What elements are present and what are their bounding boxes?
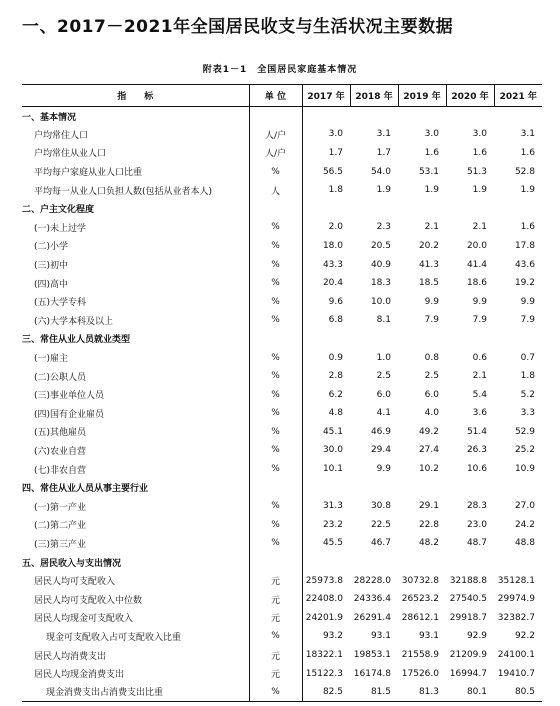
header-year-2021: 2021 年 bbox=[494, 85, 542, 107]
value-cell: 24201.9 bbox=[302, 609, 350, 628]
value-cell: 7.9 bbox=[520, 315, 535, 326]
value-cell: 6.0 bbox=[376, 389, 391, 400]
value-cell: 1.8 bbox=[302, 181, 350, 200]
indicator-name: (六)大学本科及以上 bbox=[34, 316, 114, 327]
value-cell: 7.9 bbox=[472, 315, 487, 326]
value-cell-empty bbox=[302, 107, 350, 126]
table-row bbox=[22, 181, 542, 200]
unit-cell: 元 bbox=[249, 609, 302, 628]
value-cell: 28228.0 bbox=[353, 575, 391, 586]
value-cell-empty bbox=[446, 330, 494, 349]
value-cell: 2.3 bbox=[376, 222, 391, 233]
value-cell: 1.7 bbox=[376, 147, 391, 158]
value-cell: 54.0 bbox=[370, 166, 391, 177]
value-cell: 27.4 bbox=[418, 445, 439, 456]
indicator-name: 现金可支配收入占可支配收入比重 bbox=[46, 632, 182, 643]
table-row bbox=[22, 385, 542, 404]
table-row bbox=[22, 609, 542, 628]
value-cell: 3.1 bbox=[520, 129, 535, 140]
value-cell: 8.1 bbox=[376, 315, 391, 326]
value-cell: 1.8 bbox=[520, 371, 535, 382]
value-cell: 5.4 bbox=[472, 389, 487, 400]
value-cell: 56.5 bbox=[302, 162, 350, 181]
value-cell: 1.6 bbox=[424, 147, 439, 158]
indicator-name: (六)农业自营 bbox=[34, 446, 87, 457]
indicator-name: 居民人均现金可支配收入 bbox=[34, 614, 134, 625]
unit-cell: % bbox=[249, 385, 302, 404]
value-cell: 3.6 bbox=[472, 408, 487, 419]
value-cell-empty bbox=[494, 553, 542, 572]
table-row bbox=[22, 683, 542, 702]
unit-cell: % bbox=[249, 255, 302, 274]
value-cell: 1.0 bbox=[376, 352, 391, 363]
value-cell: 92.2 bbox=[514, 631, 535, 642]
unit-cell: % bbox=[249, 460, 302, 479]
value-cell: 29.4 bbox=[370, 445, 391, 456]
unit-cell-empty bbox=[249, 107, 302, 126]
value-cell: 41.4 bbox=[466, 259, 487, 270]
value-cell: 31.3 bbox=[302, 497, 350, 516]
section-heading: 一、基本情况 bbox=[22, 112, 77, 123]
indicator-name: (一)未上过学 bbox=[34, 223, 87, 234]
value-cell-empty bbox=[446, 107, 494, 126]
unit-cell: % bbox=[249, 441, 302, 460]
table-row bbox=[22, 162, 542, 181]
section-heading: 四、常住从业人员从事主要行业 bbox=[22, 484, 149, 495]
value-cell: 19.2 bbox=[514, 278, 535, 289]
indicator-name: 现金消费支出占消费支出比重 bbox=[22, 683, 249, 702]
value-cell: 20.0 bbox=[466, 240, 487, 251]
table-row bbox=[22, 255, 542, 274]
value-cell: 41.3 bbox=[418, 259, 439, 270]
indicator-name: (二)公职人员 bbox=[34, 372, 87, 383]
value-cell: 1.6 bbox=[472, 147, 487, 158]
value-cell: 27.0 bbox=[514, 501, 535, 512]
unit-cell: % bbox=[249, 683, 302, 702]
indicator-name: 户均常住人口 bbox=[34, 130, 89, 141]
value-cell: 52.9 bbox=[514, 426, 535, 437]
value-cell-empty bbox=[494, 330, 542, 349]
indicator-name: 居民人均现金消费支出 bbox=[34, 670, 125, 681]
value-cell: 18.3 bbox=[370, 278, 391, 289]
table-row bbox=[22, 125, 542, 144]
value-cell: 5.2 bbox=[520, 389, 535, 400]
unit-cell: % bbox=[249, 348, 302, 367]
table-row bbox=[22, 311, 542, 330]
value-cell: 29.1 bbox=[418, 501, 439, 512]
value-cell: 43.6 bbox=[514, 259, 535, 270]
unit-cell-empty bbox=[249, 478, 302, 497]
value-cell: 4.8 bbox=[302, 404, 350, 423]
indicator-name: (一)第一产业 bbox=[34, 502, 87, 513]
household-data-table bbox=[22, 84, 542, 702]
value-cell: 1.7 bbox=[302, 144, 350, 163]
value-cell: 16174.8 bbox=[353, 668, 391, 679]
value-cell: 20.4 bbox=[302, 274, 350, 293]
value-cell: 48.2 bbox=[418, 538, 439, 549]
value-cell-empty bbox=[398, 330, 446, 349]
value-cell: 20.2 bbox=[418, 240, 439, 251]
unit-cell: 人/户 bbox=[249, 144, 302, 163]
value-cell-empty bbox=[350, 553, 398, 572]
header-year-2020: 2020 年 bbox=[446, 85, 494, 107]
table-row bbox=[22, 590, 542, 609]
indicator-name: 居民人均可支配收入 bbox=[34, 577, 116, 588]
table-row bbox=[22, 664, 542, 683]
value-cell: 46.7 bbox=[370, 538, 391, 549]
value-cell: 26291.4 bbox=[353, 612, 391, 623]
value-cell: 9.9 bbox=[376, 464, 391, 475]
header-unit: 单 位 bbox=[249, 85, 302, 107]
indicator-name: (七)非农自营 bbox=[34, 465, 87, 476]
value-cell: 22.5 bbox=[370, 519, 391, 530]
section-heading: 五、居民收入与支出情况 bbox=[22, 558, 122, 569]
value-cell: 19410.7 bbox=[497, 668, 535, 679]
value-cell: 93.2 bbox=[302, 627, 350, 646]
section-row bbox=[22, 553, 542, 572]
unit-cell: % bbox=[249, 627, 302, 646]
unit-cell: 元 bbox=[249, 646, 302, 665]
unit-cell: % bbox=[249, 311, 302, 330]
value-cell: 2.5 bbox=[424, 371, 439, 382]
page-title: 一、2017－2021年全国居民收支与生活状况主要数据 bbox=[22, 17, 454, 37]
value-cell: 20.5 bbox=[370, 240, 391, 251]
table-row bbox=[22, 423, 542, 442]
value-cell: 10.1 bbox=[302, 460, 350, 479]
value-cell-empty bbox=[398, 478, 446, 497]
value-cell: 26523.2 bbox=[401, 594, 439, 605]
value-cell: 1.9 bbox=[520, 185, 535, 196]
value-cell-empty bbox=[302, 330, 350, 349]
value-cell: 4.1 bbox=[376, 408, 391, 419]
value-cell: 45.5 bbox=[302, 534, 350, 553]
value-cell: 10.9 bbox=[514, 464, 535, 475]
value-cell: 45.1 bbox=[302, 423, 350, 442]
unit-cell: % bbox=[249, 534, 302, 553]
value-cell: 28.3 bbox=[466, 501, 487, 512]
value-cell: 24336.4 bbox=[353, 594, 391, 605]
value-cell: 16994.7 bbox=[449, 668, 487, 679]
unit-cell: % bbox=[249, 516, 302, 535]
table-row bbox=[22, 627, 542, 646]
value-cell: 30.8 bbox=[370, 501, 391, 512]
value-cell-empty bbox=[302, 199, 350, 218]
value-cell: 1.9 bbox=[424, 185, 439, 196]
value-cell: 27540.5 bbox=[449, 594, 487, 605]
value-cell: 26.3 bbox=[466, 445, 487, 456]
value-cell-empty bbox=[350, 330, 398, 349]
table-row bbox=[22, 404, 542, 423]
unit-cell: % bbox=[249, 423, 302, 442]
value-cell-empty bbox=[350, 478, 398, 497]
value-cell: 92.9 bbox=[466, 631, 487, 642]
value-cell: 25973.8 bbox=[302, 571, 350, 590]
section-row bbox=[22, 330, 542, 349]
value-cell-empty bbox=[446, 553, 494, 572]
section-row bbox=[22, 107, 542, 126]
value-cell-empty bbox=[350, 199, 398, 218]
header-year-2019: 2019 年 bbox=[398, 85, 446, 107]
value-cell-empty bbox=[398, 553, 446, 572]
table-row bbox=[22, 516, 542, 535]
value-cell-empty bbox=[446, 478, 494, 497]
value-cell: 18.5 bbox=[418, 278, 439, 289]
indicator-name: (二)小学 bbox=[34, 242, 69, 253]
value-cell: 2.1 bbox=[424, 222, 439, 233]
value-cell: 9.9 bbox=[424, 296, 439, 307]
table-row bbox=[22, 646, 542, 665]
unit-cell: 元 bbox=[249, 571, 302, 590]
value-cell: 0.6 bbox=[472, 352, 487, 363]
indicator-name: (四)国有企业雇员 bbox=[34, 409, 105, 420]
table-body bbox=[22, 107, 542, 702]
unit-cell: % bbox=[249, 404, 302, 423]
value-cell-empty bbox=[494, 107, 542, 126]
value-cell: 0.7 bbox=[520, 352, 535, 363]
table-row bbox=[22, 497, 542, 516]
value-cell: 17526.0 bbox=[401, 668, 439, 679]
value-cell: 18.6 bbox=[466, 278, 487, 289]
indicator-name: 平均每户家庭从业人口比重 bbox=[34, 168, 143, 179]
value-cell: 80.1 bbox=[446, 683, 494, 702]
value-cell: 49.2 bbox=[418, 426, 439, 437]
value-cell: 1.9 bbox=[472, 185, 487, 196]
table-row bbox=[22, 144, 542, 163]
value-cell: 51.3 bbox=[466, 166, 487, 177]
unit-cell: % bbox=[249, 237, 302, 256]
unit-cell: 人 bbox=[249, 181, 302, 200]
unit-cell: % bbox=[249, 162, 302, 181]
value-cell: 4.0 bbox=[424, 408, 439, 419]
indicator-name: (三)事业单位人员 bbox=[34, 391, 105, 402]
value-cell: 0.8 bbox=[424, 352, 439, 363]
header-indicator: 指 标 bbox=[22, 85, 249, 107]
section-row bbox=[22, 478, 542, 497]
table-row bbox=[22, 534, 542, 553]
value-cell: 23.0 bbox=[466, 519, 487, 530]
indicator-name: (五)其他雇员 bbox=[34, 428, 87, 439]
value-cell-empty bbox=[398, 199, 446, 218]
value-cell: 35128.1 bbox=[497, 575, 535, 586]
value-cell: 15122.3 bbox=[302, 664, 350, 683]
value-cell: 43.3 bbox=[302, 255, 350, 274]
indicator-name: (四)高中 bbox=[34, 279, 69, 290]
unit-cell: 人/户 bbox=[249, 125, 302, 144]
value-cell: 24.2 bbox=[514, 519, 535, 530]
value-cell: 18.0 bbox=[302, 237, 350, 256]
table-row bbox=[22, 367, 542, 386]
indicator-name: (三)第三产业 bbox=[34, 539, 87, 550]
value-cell: 3.0 bbox=[302, 125, 350, 144]
value-cell: 28612.1 bbox=[401, 612, 439, 623]
value-cell: 81.3 bbox=[398, 683, 446, 702]
value-cell: 6.0 bbox=[424, 389, 439, 400]
value-cell: 21558.9 bbox=[401, 650, 439, 661]
value-cell: 51.4 bbox=[466, 426, 487, 437]
value-cell: 2.1 bbox=[472, 371, 487, 382]
value-cell: 3.1 bbox=[376, 129, 391, 140]
value-cell: 93.1 bbox=[370, 631, 391, 642]
section-heading: 三、常住从业人员就业类型 bbox=[22, 335, 131, 346]
value-cell: 52.8 bbox=[514, 166, 535, 177]
value-cell: 19853.1 bbox=[353, 650, 391, 661]
value-cell: 29918.7 bbox=[449, 612, 487, 623]
unit-cell: % bbox=[249, 292, 302, 311]
table-row bbox=[22, 348, 542, 367]
value-cell: 21209.9 bbox=[449, 650, 487, 661]
unit-cell: 元 bbox=[249, 664, 302, 683]
value-cell: 1.6 bbox=[520, 222, 535, 233]
value-cell: 6.8 bbox=[302, 311, 350, 330]
value-cell: 2.1 bbox=[472, 222, 487, 233]
value-cell: 3.0 bbox=[472, 129, 487, 140]
unit-cell-empty bbox=[249, 553, 302, 572]
value-cell-empty bbox=[398, 107, 446, 126]
value-cell: 0.9 bbox=[302, 348, 350, 367]
unit-cell-empty bbox=[249, 199, 302, 218]
value-cell: 7.9 bbox=[424, 315, 439, 326]
value-cell: 10.2 bbox=[418, 464, 439, 475]
unit-cell-empty bbox=[249, 330, 302, 349]
value-cell: 18322.1 bbox=[302, 646, 350, 665]
indicator-name: 户均常住从业人口 bbox=[34, 149, 107, 160]
header-row bbox=[22, 85, 542, 107]
indicator-name: (五)大学专科 bbox=[34, 298, 87, 309]
value-cell: 40.9 bbox=[370, 259, 391, 270]
value-cell: 3.0 bbox=[424, 129, 439, 140]
value-cell: 10.0 bbox=[370, 296, 391, 307]
value-cell-empty bbox=[302, 553, 350, 572]
value-cell: 17.8 bbox=[514, 240, 535, 251]
value-cell: 29974.9 bbox=[497, 594, 535, 605]
indicator-name: 居民人均可支配收入中位数 bbox=[34, 595, 143, 606]
value-cell: 10.6 bbox=[466, 464, 487, 475]
value-cell: 9.6 bbox=[302, 292, 350, 311]
unit-cell: % bbox=[249, 274, 302, 293]
indicator-name: 居民人均消费支出 bbox=[34, 651, 107, 662]
value-cell: 81.5 bbox=[350, 683, 398, 702]
value-cell: 32188.8 bbox=[449, 575, 487, 586]
indicator-name: (一)雇主 bbox=[34, 354, 69, 365]
value-cell-empty bbox=[302, 478, 350, 497]
value-cell: 1.9 bbox=[376, 185, 391, 196]
indicator-name: (三)初中 bbox=[34, 261, 69, 272]
header-year-2017: 2017 年 bbox=[302, 85, 350, 107]
table-row bbox=[22, 218, 542, 237]
table-row bbox=[22, 441, 542, 460]
table-row bbox=[22, 571, 542, 590]
value-cell: 9.9 bbox=[520, 296, 535, 307]
unit-cell: % bbox=[249, 497, 302, 516]
value-cell: 2.0 bbox=[302, 218, 350, 237]
section-heading: 二、户主文化程度 bbox=[22, 205, 95, 216]
table-caption: 附表1－1 全国居民家庭基本情况 bbox=[202, 65, 358, 75]
table-row bbox=[22, 274, 542, 293]
value-cell: 30732.8 bbox=[401, 575, 439, 586]
value-cell: 2.8 bbox=[302, 367, 350, 386]
value-cell: 32382.7 bbox=[497, 612, 535, 623]
value-cell: 6.2 bbox=[302, 385, 350, 404]
header-year-2018: 2018 年 bbox=[350, 85, 398, 107]
value-cell: 48.7 bbox=[466, 538, 487, 549]
indicator-name: 平均每一从业人口负担人数(包括从业者本人) bbox=[34, 186, 213, 197]
value-cell: 82.5 bbox=[302, 683, 350, 702]
value-cell: 3.3 bbox=[520, 408, 535, 419]
value-cell: 80.5 bbox=[494, 683, 542, 702]
value-cell-empty bbox=[446, 199, 494, 218]
value-cell-empty bbox=[494, 478, 542, 497]
value-cell: 53.1 bbox=[418, 166, 439, 177]
value-cell-empty bbox=[350, 107, 398, 126]
indicator-name: (二)第二产业 bbox=[34, 521, 87, 532]
unit-cell: % bbox=[249, 367, 302, 386]
value-cell: 23.2 bbox=[302, 516, 350, 535]
unit-cell: % bbox=[249, 218, 302, 237]
unit-cell: 元 bbox=[249, 590, 302, 609]
value-cell: 22408.0 bbox=[302, 590, 350, 609]
section-row bbox=[22, 199, 542, 218]
value-cell: 46.9 bbox=[370, 426, 391, 437]
value-cell: 22.8 bbox=[418, 519, 439, 530]
table-row bbox=[22, 237, 542, 256]
value-cell-empty bbox=[494, 199, 542, 218]
value-cell: 9.9 bbox=[472, 296, 487, 307]
value-cell: 2.5 bbox=[376, 371, 391, 382]
value-cell: 1.6 bbox=[520, 147, 535, 158]
table-row bbox=[22, 460, 542, 479]
value-cell: 93.1 bbox=[418, 631, 439, 642]
value-cell: 48.8 bbox=[514, 538, 535, 549]
table-row bbox=[22, 292, 542, 311]
value-cell: 24100.1 bbox=[497, 650, 535, 661]
value-cell: 25.2 bbox=[514, 445, 535, 456]
value-cell: 30.0 bbox=[302, 441, 350, 460]
